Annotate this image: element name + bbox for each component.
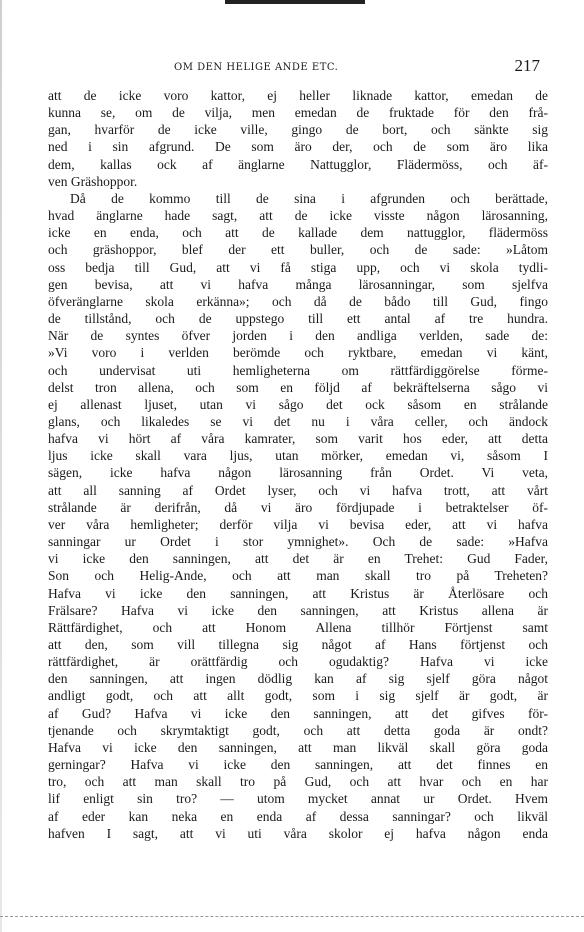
text-line: gerningar? Hafva vi icke den sanningen, att det finnes en — [48, 757, 548, 773]
text-line: tro, och att man skall tro på Gud, och att hvar och en har — [48, 774, 548, 790]
text-line: vi icke den sanningen, att det är en Trehet: Gud Fader, — [48, 551, 548, 567]
text-line: af eder kan neka en enda af dessa sanningar? och likväl — [48, 808, 548, 824]
text-line: tjenande och skrymtaktigt godt, och att detta goda är ondt? — [48, 722, 548, 738]
text-line: delst tron allena, och som en följd af bekräftelserna sågo vi — [48, 379, 548, 395]
text-line: hafven I sagt, att vi uti våra skolor ej hafva någon enda — [48, 825, 548, 841]
bottom-rule — [0, 916, 584, 918]
page-number: 217 — [514, 56, 540, 75]
text-line: Rättfärdighet, och att Honom Allena tillhör Förtjenst samt — [48, 619, 548, 635]
text-line: af Gud? Hafva vi icke den sanningen, att det gifves för- — [48, 705, 548, 721]
text-line: »Vi voro i verlden berömde och ryktbare, emedan vi känt, — [48, 345, 548, 361]
text-line: ej allenast ljuset, utan vi sågo det ock såsom en strålande — [48, 396, 548, 412]
text-line: ver våra hemligheter; derför vilja vi bevisa eder, att vi hafva — [48, 516, 548, 532]
running-head: OM DEN HELIGE ANDE ETC. — [174, 62, 339, 73]
top-rule — [225, 0, 365, 4]
text-line: icke en enda, och att de kallade dem nattugglor, flädermöss — [48, 225, 548, 241]
page-header — [46, 54, 548, 78]
text-line: rättfärdighet, är orättfärdig och ogudaktig? Hafva vi icke — [48, 654, 548, 670]
text-line: oss bedja till Gud, att vi få stiga upp, och vi skola tydli- — [48, 259, 548, 275]
text-line: lif enligt sin tro? — utom mycket annat ur Ordet. Hvem — [48, 791, 548, 807]
text-line: Frälsare? Hafva vi icke den sanningen, att Kristus allena är — [48, 602, 548, 618]
page-edge — [0, 0, 2, 932]
text-line: hvad änglarne hade sagt, att de icke visste någon lärosanning, — [48, 208, 548, 224]
text-line: sanningar ur Ordet i stor ymnighet». Och de sade: »Hafva — [48, 534, 548, 550]
text-line: den sanningen, att ingen dödlig kan af sig sjelf göra något — [48, 671, 548, 687]
text-line: och undervisat uti hemligheterna om rättfärdiggörelse förme- — [48, 362, 548, 378]
text-line: När de syntes öfver jorden i den andliga verlden, sade de: — [48, 328, 548, 344]
text-line: strålande är derifrån, då vi äro fördjupade i betraktelser öf- — [48, 499, 548, 515]
text-line: ljus icke skall vara ljus, utan mörker, emedan vi, såsom I — [48, 448, 548, 464]
text-line: att all sanning af Ordet lyser, och vi hafva trott, att vårt — [48, 482, 548, 498]
text-line: kunna se, om de vilja, men emedan de fruktade för den frå- — [48, 105, 548, 121]
text-line: Son och Helig-Ande, och att man skall tro på Treheten? — [48, 568, 548, 584]
text-line: sägen, icke hafva någon lärosanning från Ordet. Vi veta, — [48, 465, 548, 481]
text-line: hafva vi hört af våra kamrater, som varit hos eder, att detta — [48, 431, 548, 447]
text-line: Då de kommo till de sina i afgrunden och berättade, — [70, 190, 548, 206]
text-line: att den, som vill tillegna sig något af Hans förtjenst och — [48, 637, 548, 652]
text-line: glans, och likaledes se vi det nu i våra celler, och ändock — [48, 413, 548, 429]
text-line: ven Gräshoppor. — [48, 173, 138, 189]
text-line: Hafva vi icke den sanningen, att man likväl skall göra goda — [48, 739, 548, 755]
text-line: att de icke voro kattor, ej heller liknade kattor, emedan de — [48, 88, 548, 103]
text-line: öfveränglarne skola erkänna»; och då de bådo till Gud, fingo — [48, 293, 548, 309]
text-line: ned i sin afgrund. De som äro der, och de som äro lika — [48, 139, 548, 155]
text-line: de tillstånd, och de uppstego till ett antal af tre hundra. — [48, 311, 548, 327]
text-line: dem, kallas ock af änglarne Nattugglor, Flädermöss, och äf- — [48, 156, 548, 172]
text-line: andligt godt, och att allt godt, som i sig sjelf är godt, är — [48, 688, 548, 704]
text-line: Hafva vi icke den sanningen, att Kristus är Återlösare och — [48, 585, 548, 601]
text-line: gen bevisa, att vi hafva många lärosanningar, som sjelfva — [48, 276, 548, 292]
text-line: och gräshoppor, blef der ett buller, och de sade: »Låtom — [48, 242, 548, 258]
body-text — [48, 87, 548, 842]
text-line: gan, hvarför de icke ville, gingo de bort, och sänkte sig — [48, 122, 548, 138]
